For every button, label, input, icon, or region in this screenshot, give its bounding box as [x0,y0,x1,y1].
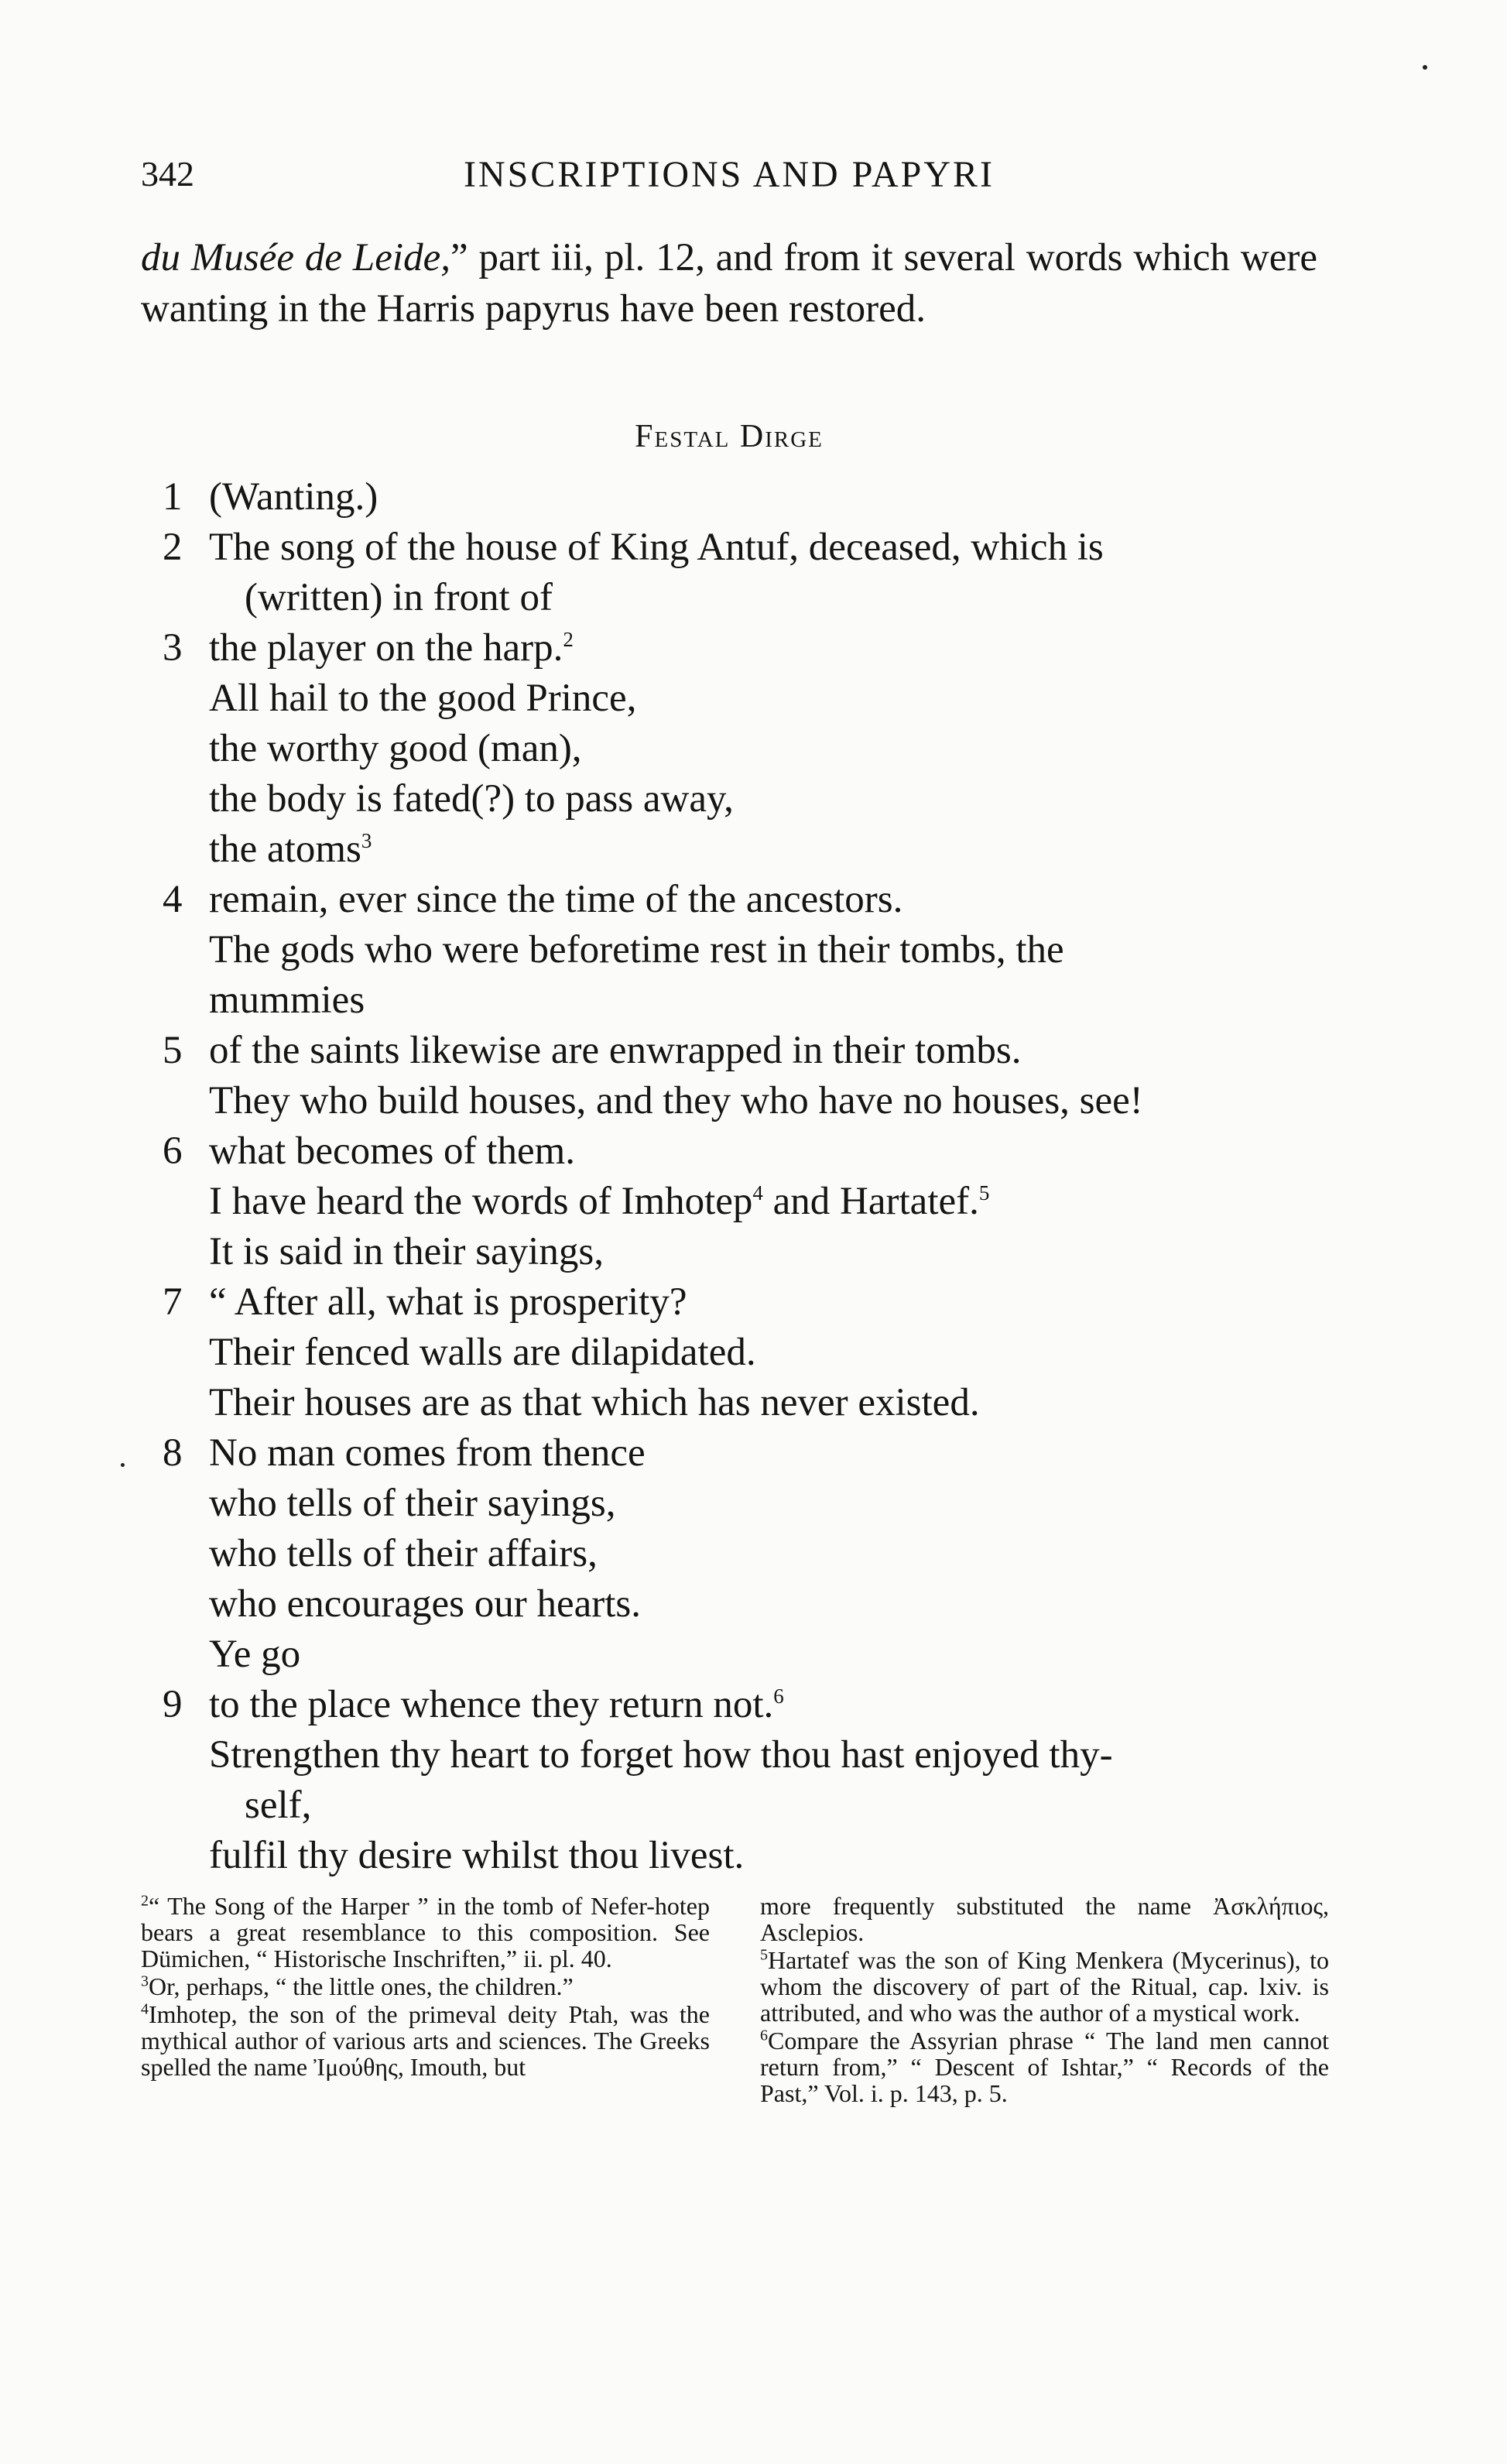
footnote [760,1947,1329,2026]
footnote-ref[interactable]: 3 [361,829,372,852]
line-text [209,1579,641,1630]
line-text-main: remain, ever since the time of the ancestors. [209,878,903,921]
line-text [209,673,636,724]
line-text [209,1428,646,1479]
line-text-main: (Wanting.) [209,475,378,519]
line-text [209,925,1064,975]
line-text-main: the atoms [209,828,361,871]
footnote-ref[interactable]: 2 [563,628,574,651]
poem-line [147,1026,1339,1076]
line-text-main: the worthy good (man), [209,727,582,770]
intro-italic-title: du Musée de Leide, [141,236,450,279]
line-text-main: They who build houses, and they who have no houses, see! [209,1079,1143,1122]
line-text [245,573,553,623]
line-text-main: who tells of their affairs, [209,1532,598,1575]
poem-line [147,875,1339,925]
line-text [209,1328,756,1378]
line-number: 7 [163,1280,183,1324]
line-text-main: All hail to the good Prince, [209,677,637,720]
poem-line [147,1227,1339,1277]
line-text [209,1529,598,1579]
line-text-main: what becomes of them. [209,1129,576,1173]
line-text [209,1277,687,1328]
line-text [209,774,734,824]
line-text-main: (written) in front of [245,576,553,619]
line-number: 2 [163,526,183,569]
poem-line [147,925,1339,975]
line-text-main: who tells of their sayings, [209,1482,616,1525]
line-text [209,875,902,925]
footnote-ref[interactable]: 4 [752,1181,763,1205]
line-number: 8 [163,1431,183,1475]
running-title: INSCRIPTIONS AND PAPYRI [463,154,995,195]
footnote-mark: 3 [141,1972,149,1990]
poem-line [147,1177,1339,1227]
footnote [760,1893,1329,1945]
line-text [209,1630,300,1680]
footnote-text: Imhotep, the son of the primeval deity Ptah, was the mythical author of various arts and sciences. The Greeks spelled the name Ἰμούθης, Imouth, but [141,2000,710,2081]
line-text [209,724,582,774]
footnotes-right-column [760,1893,1329,2108]
footnote-mark: 2 [141,1892,149,1910]
line-text-main: mummies [209,978,365,1022]
line-text-continued: and Hartatef. [762,1180,979,1223]
line-text [209,975,365,1026]
footnote-text: “ The Song of the Harper ” in the tomb of Nefer-hotep bears a great resemblance to this composition. See Dümichen, “ Historische Inschriften,” ii. pl. 40. [141,1892,710,1972]
poem-line [147,523,1339,573]
line-text [209,1378,980,1428]
line-number: 4 [163,878,183,921]
poem-line [147,1126,1339,1177]
poem-line [147,472,1339,523]
line-number: 9 [163,1683,183,1726]
footnote-text: Compare the Assyrian phrase “ The land men cannot return from,” “ Descent of Ishtar,” “ Records of the Past,” Vol. i. p. 143, p. 5. [760,2027,1329,2107]
line-text [209,1730,1113,1780]
line-text-main: It is said in their sayings, [209,1230,604,1273]
footnote-ref[interactable]: 6 [773,1684,784,1708]
line-text [209,1126,575,1177]
footnote [141,2001,710,2080]
footnote-text: Hartatef was the son of King Menkera (Mycerinus), to whom the discovery of part of the Ritual, cap. lxiv. is attributed, and who was the author of a mystical work. [760,1946,1329,2027]
poem-line [147,1277,1339,1328]
footnote [141,1893,710,1972]
line-text-main: Strengthen thy heart to forget how thou hast enjoyed thy- [209,1733,1113,1777]
intro-text: ” part iii, pl. 12, and from it several words which were wanting in the Harris papyrus have been restored. [141,236,1317,331]
line-text-main: Ye go [209,1633,301,1676]
poem-line [147,975,1339,1026]
line-text [209,1227,604,1277]
line-number: 6 [163,1129,183,1173]
poem-line [147,774,1339,824]
line-text-main: I have heard the words of Imhotep [209,1180,753,1223]
line-text [209,824,372,875]
line-text [209,523,1104,573]
poem-line [147,1529,1339,1579]
poem-line [147,1479,1339,1529]
poem-line [147,623,1339,673]
poem-line [147,1680,1339,1730]
line-text-main: “ After all, what is prosperity? [209,1280,687,1324]
line-number: 3 [163,626,183,670]
poem-line [147,1378,1339,1428]
line-text-main: self, [245,1784,312,1827]
poem-line [147,1428,1339,1479]
line-text-main: The gods who were beforetime rest in their tombs, the [209,928,1064,972]
poem-line [147,1579,1339,1630]
line-text-main: the body is fated(?) to pass away, [209,777,734,821]
poem-line [147,724,1339,774]
line-text [245,1780,311,1831]
footnote-mark: 6 [760,2027,768,2044]
footnote-text: Or, perhaps, “ the little ones, the children.” [149,1972,574,2000]
line-text [209,1680,784,1730]
line-text [209,1177,989,1227]
line-text [209,1479,616,1529]
poem-line [147,1730,1339,1780]
line-text-main: of the saints likewise are enwrapped in their tombs. [209,1029,1022,1072]
line-text-main: Their houses are as that which has never existed. [209,1381,980,1424]
page-header [141,153,1317,207]
poem-line [147,824,1339,875]
line-text-main: Their fenced walls are dilapidated. [209,1331,756,1374]
line-text-main: fulfil thy desire whilst thou livest. [209,1834,745,1877]
poem-line [147,1630,1339,1680]
poem-line [147,1076,1339,1126]
footnote-mark: 4 [141,2000,149,2018]
line-text [209,1076,1143,1126]
scan-speck [1423,65,1427,70]
poem-line [147,1780,1339,1831]
page-number: 342 [141,154,194,194]
line-text [209,472,378,523]
line-text-main: No man comes from thence [209,1431,646,1475]
line-text-main: the player on the harp. [209,626,563,670]
poem-line [147,673,1339,724]
poem-line [147,1831,1339,1881]
poem-line [147,573,1339,623]
footnote [760,2027,1329,2106]
line-text [209,1831,744,1881]
intro-paragraph [141,232,1317,334]
line-text-main: who encourages our hearts. [209,1582,641,1626]
line-text-main: The song of the house of King Antuf, deceased, which is [209,526,1104,569]
line-text-main: to the place whence they return not. [209,1683,774,1726]
line-text [209,1026,1021,1076]
line-number: 5 [163,1029,183,1072]
scan-speck [121,1463,125,1467]
footnote-mark: 5 [760,1946,768,1964]
line-text [209,623,574,673]
poem-line [147,1328,1339,1378]
line-number: 1 [163,475,183,519]
poem [147,472,1339,1881]
poem-title: Festal Dirge [635,419,824,454]
footnote-text: more frequently substituted the name Ἀσκλήπιος, Asclepios. [760,1892,1329,1946]
footnote-ref[interactable]: 5 [978,1181,990,1205]
footnote [141,1973,710,2000]
footnotes-left-column [141,1893,710,2082]
